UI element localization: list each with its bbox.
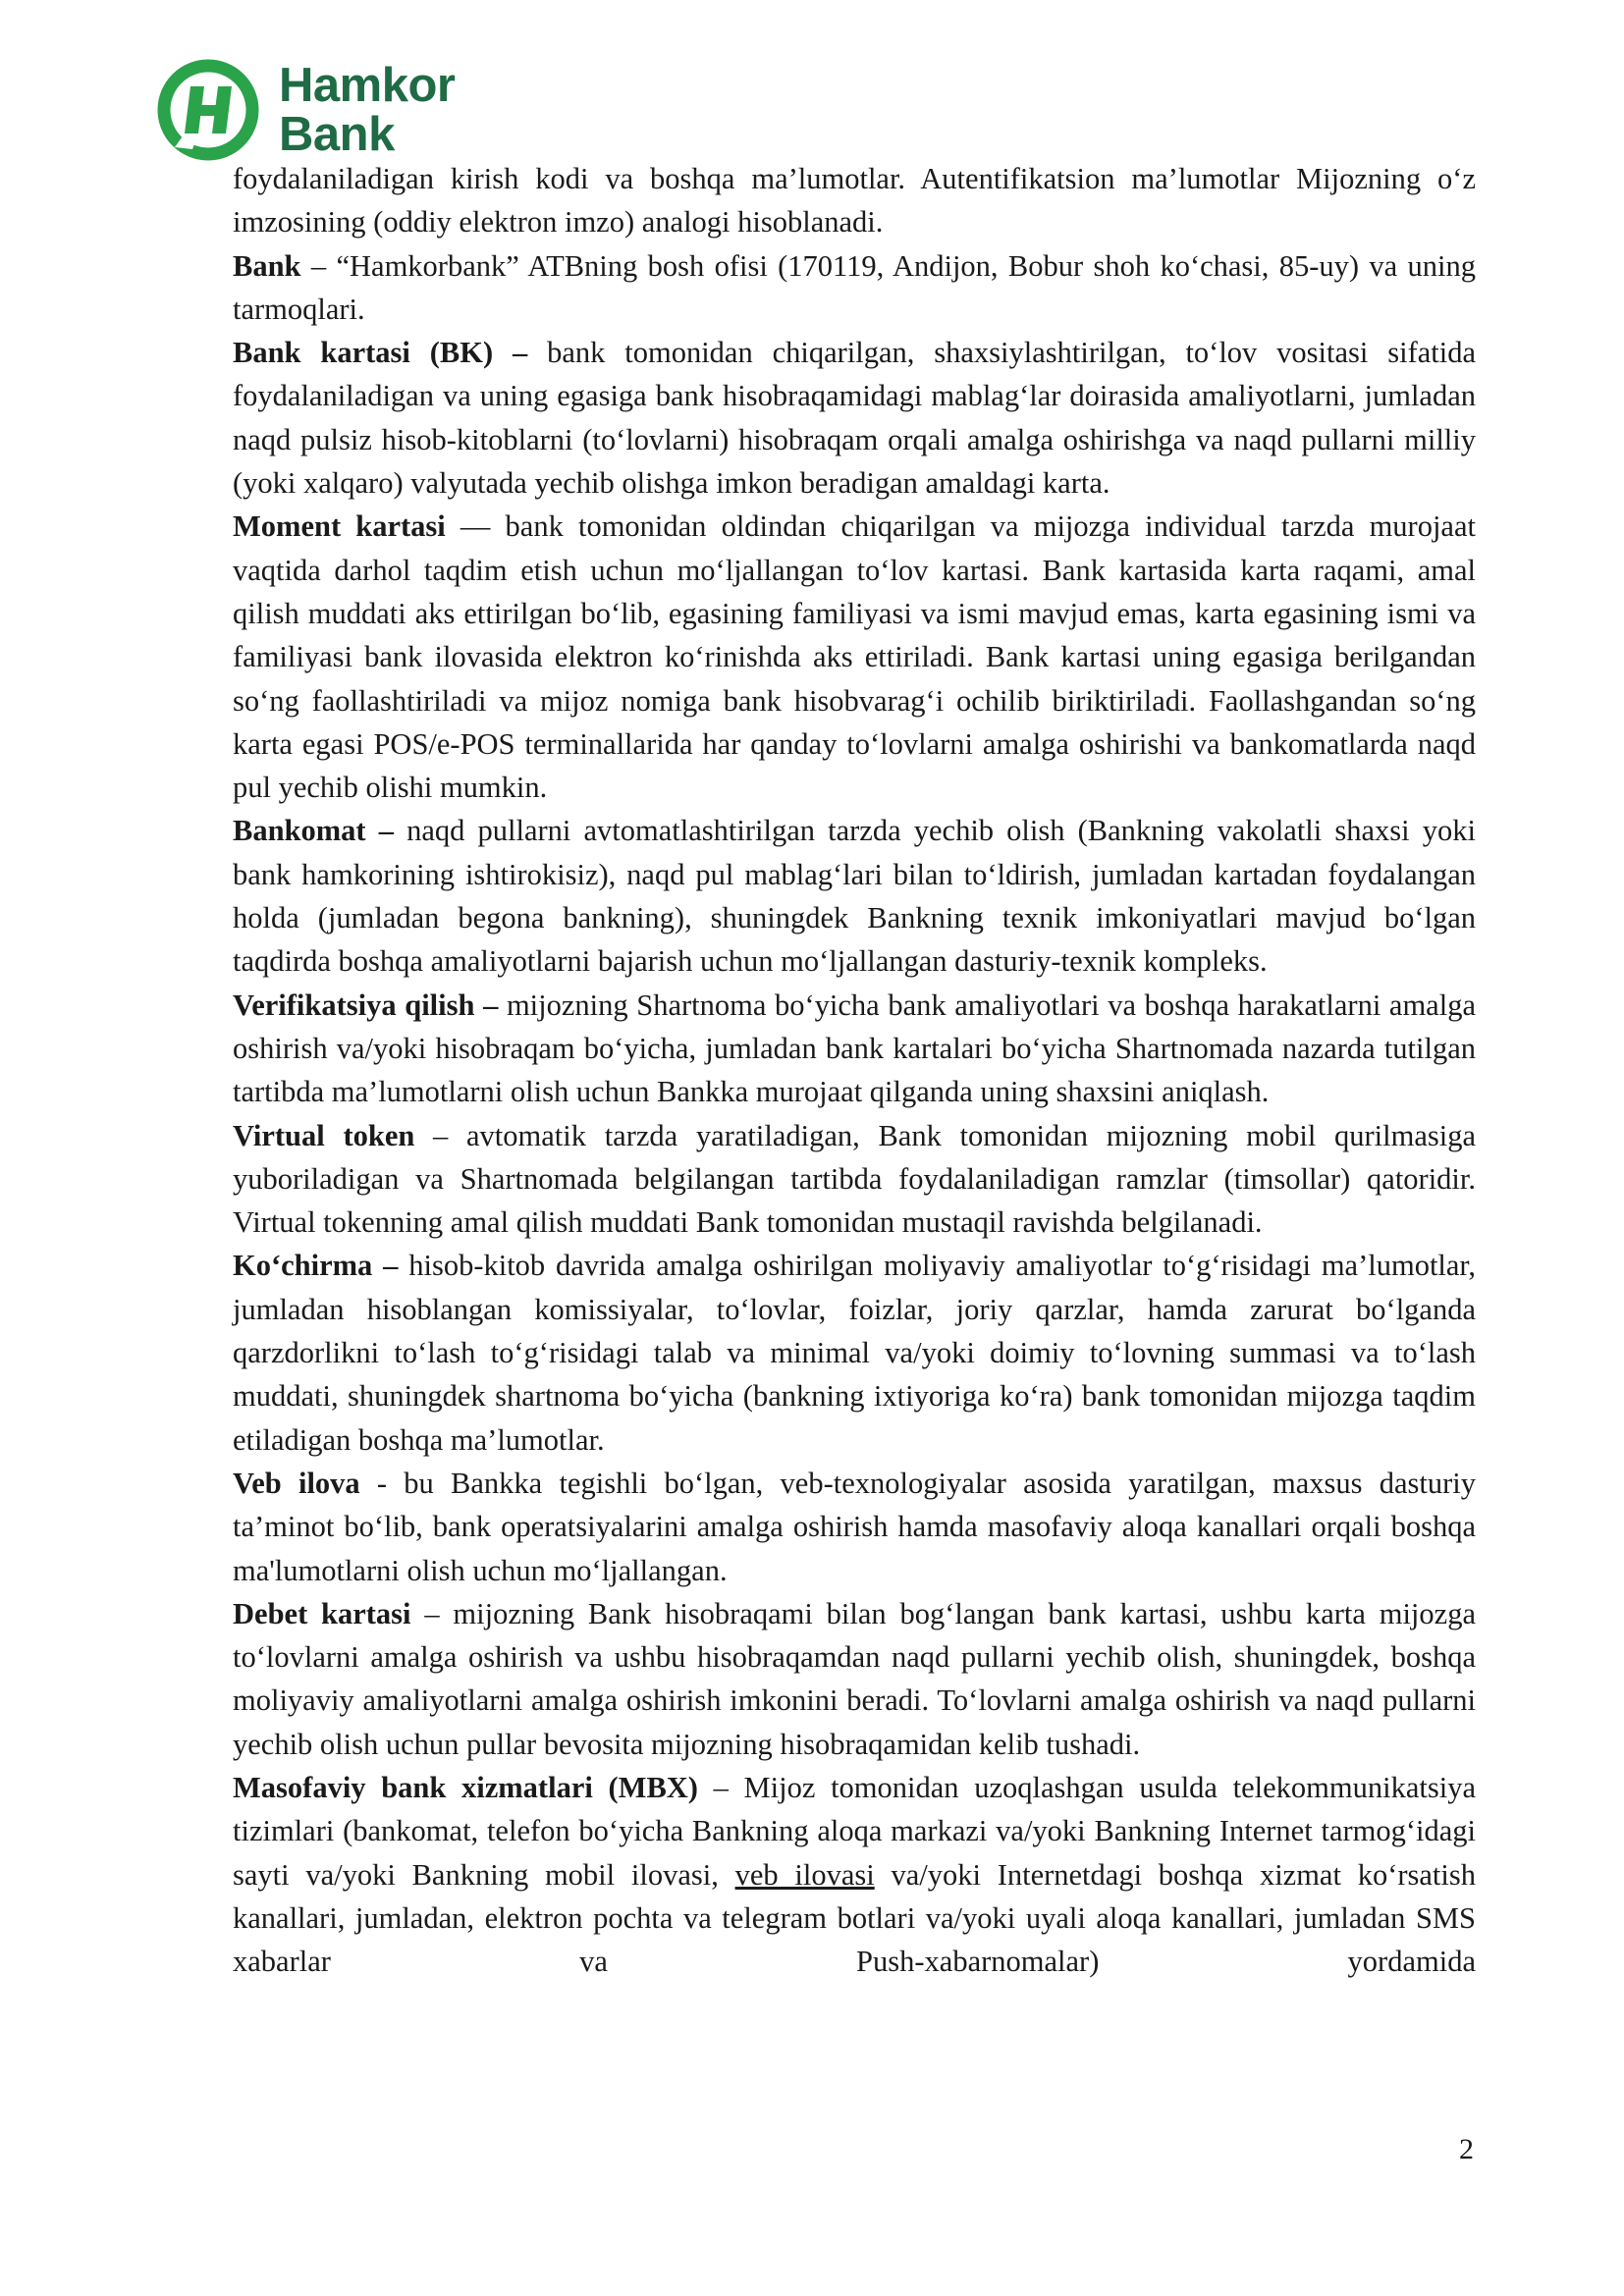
definition-paragraph — [233, 505, 1476, 809]
definition-text: foydalaniladigan kirish kodi va boshqa ma’lumotlar. Autentifikatsion ma’lumotlar Mijozning o‘z imzosining (oddiy elektron imzo) analogi hisoblanadi. — [233, 162, 1476, 240]
definition-term: Ko‘chirma – — [233, 1249, 399, 1283]
logo-line-1: Hamkor — [279, 59, 456, 112]
definition-paragraph — [233, 809, 1476, 983]
page-header — [155, 59, 455, 161]
definition-paragraph — [233, 984, 1476, 1114]
logo-line-2: Bank — [279, 108, 395, 161]
definition-term: Bank kartasi (BK) – — [233, 336, 528, 370]
veb-ilovasi-link[interactable]: veb ilovasi — [734, 1857, 875, 1892]
definition-paragraph — [233, 1766, 1476, 1983]
hamkor-bank-logo-icon — [155, 59, 261, 161]
definition-term: Bankomat – — [233, 814, 394, 848]
definition-text: mijozning Shartnoma bo‘yicha bank amaliyotlari va boshqa harakatlarni amalga oshirish va/yoki hisobraqam bo‘yicha, jumladan bank kartalari bo‘yicha Shartnomada nazarda tutilgan tartibda ma’lumotlarni olish uchun Bankka murojaat qilganda uning shaxsini aniqlash. — [233, 988, 1476, 1109]
definition-term: Debet kartasi — [233, 1596, 411, 1630]
definition-term: Veb ilova — [233, 1466, 360, 1500]
definition-text: — bank tomonidan oldindan chiqarilgan va mijozga individual tarzda murojaat vaqtida darhol taqdim etish uchun mo‘ljallangan to‘lov kartasi. Bank kartasida karta raqami, amal qilish muddati aks ettirilgan bo‘lib, egasining familiyasi va ismi mavjud emas, karta egasining ismi va familiyasi bank ilovasida elektron ko‘rinishda aks ettiriladi. Bank kartasi uning egasiga berilgandan so‘ng faollashtiriladi va mijoz nomiga bank hisobvarag‘i ochilib biriktiriladi. Faollashgandan so‘ng karta egasi POS/e-POS terminallarida har qanday to‘lovlarni amalga oshirishi va bankomatlarda naqd pul yechib olishi mumkin. — [233, 509, 1476, 805]
definition-text: – mijozning Bank hisobraqami bilan bog‘langan bank kartasi, ushbu karta mijozga to‘lovlarni amalga oshirish va ushbu hisobraqamdan naqd pullarni yechib olish, shuningdek, boshqa moliyaviy amaliyotlarni amalga oshirish imkonini beradi. To‘lovlarni amalga oshirish va naqd pullarni yechib olish uchun pullar bevosita mijozning hisobraqamidan kelib tushadi. — [233, 1596, 1476, 1761]
definition-term: Masofaviy bank xizmatlari (MBX) — [233, 1770, 698, 1804]
definition-text: bank tomonidan chiqarilgan, shaxsiylashtirilgan, to‘lov vositasi sifatida foydalaniladigan va uning egasiga bank hisobraqamidagi mablag‘lar doirasida amaliyotlarni, jumladan naqd pulsiz hisob-kitoblarni (to‘lovlarni) hisobraqam orqali amalga oshirishga va naqd pullarni milliy (yoki xalqaro) valyutada yechib olishga imkon beradigan amaldagi karta. — [233, 336, 1476, 501]
definition-text: - bu Bankka tegishli bo‘lgan, veb-texnologiyalar asosida yaratilgan, maxsus dasturiy ta’minot bo‘lib, bank operatsiyalarini amalga oshirish hamda masofaviy aloqa kanallari orqali boshqa ma'lumotlarni olish uchun mo‘ljallangan. — [233, 1466, 1476, 1587]
definition-paragraph — [233, 157, 1476, 244]
definition-paragraph — [233, 244, 1476, 332]
definition-term: Moment kartasi — [233, 509, 446, 544]
definition-text: naqd pullarni avtomatlashtirilgan tarzda yechib olish (Bankning vakolatli shaxsi yoki bank hamkorining ishtirokisiz), naqd pul mablag‘lari bilan to‘ldirish, jumladan kartadan foydalangan holda (jumladan begona bankning), shuningdek Bankning texnik imkoniyatlari mavjud bo‘lgan taqdirda boshqa amaliyotlarni bajarish uchun mo‘ljallangan dasturiy-texnik kompleks. — [233, 814, 1476, 979]
definition-paragraph — [233, 1244, 1476, 1461]
definition-term: Bank — [233, 248, 301, 283]
definition-term: Virtual token — [233, 1118, 415, 1152]
document-body — [233, 157, 1476, 1983]
definition-text: – “Hamkorbank” ATBning bosh ofisi (170119, Andijon, Bobur shoh ko‘chasi, 85-uy) va uning tarmoqlari. — [233, 248, 1476, 326]
definition-text: – Mijoz tomonidan uzoqlashgan usulda telekommunikatsiya tizimlari (bankomat, telefon bo‘yicha Bankning aloqa markazi va/yoki Bankning Internet tarmog‘idagi sayti va/yoki Bankning mobil ilovasi, — [233, 1770, 1476, 1892]
definition-paragraph — [233, 1592, 1476, 1766]
definition-paragraph — [233, 331, 1476, 505]
definition-text: va/yoki Internetdagi boshqa xizmat ko‘rsatish kanallari, jumladan, elektron pochta va telegram botlari va/yoki uyali aloqa kanallari, jumladan SMS xabarlar va Push-xabarnomalar) yordamida — [233, 1857, 1476, 1979]
definition-text: hisob-kitob davrida amalga oshirilgan moliyaviy amaliyotlar to‘g‘risidagi ma’lumotlar, jumladan hisoblangan komissiyalar, to‘lovlar, foizlar, joriy qarzlar, hamda zarurat bo‘lganda qarzdorlikni to‘lash to‘g‘risidagi talab va minimal va/yoki doimiy to‘lovning summasi va to‘lash muddati, shuningdek shartnoma bo‘yicha (bankning ixtiyoriga ko‘ra) bank tomonidan mijozga taqdim etiladigan boshqa ma’lumotlar. — [233, 1249, 1476, 1457]
definition-paragraph — [233, 1462, 1476, 1592]
page-number: 2 — [1459, 2133, 1474, 2165]
definition-text: – avtomatik tarzda yaratiladigan, Bank tomonidan mijozning mobil qurilmasiga yuboriladigan va Shartnomada belgilangan tartibda foydalaniladigan ramzlar (timsollar) qatoridir. Virtual tokenning amal qilish muddati Bank tomonidan mustaqil ravishda belgilanadi. — [233, 1118, 1477, 1240]
definition-paragraph — [233, 1114, 1476, 1245]
logo-wordmark — [279, 61, 455, 159]
definition-term: Verifikatsiya qilish – — [233, 988, 499, 1022]
